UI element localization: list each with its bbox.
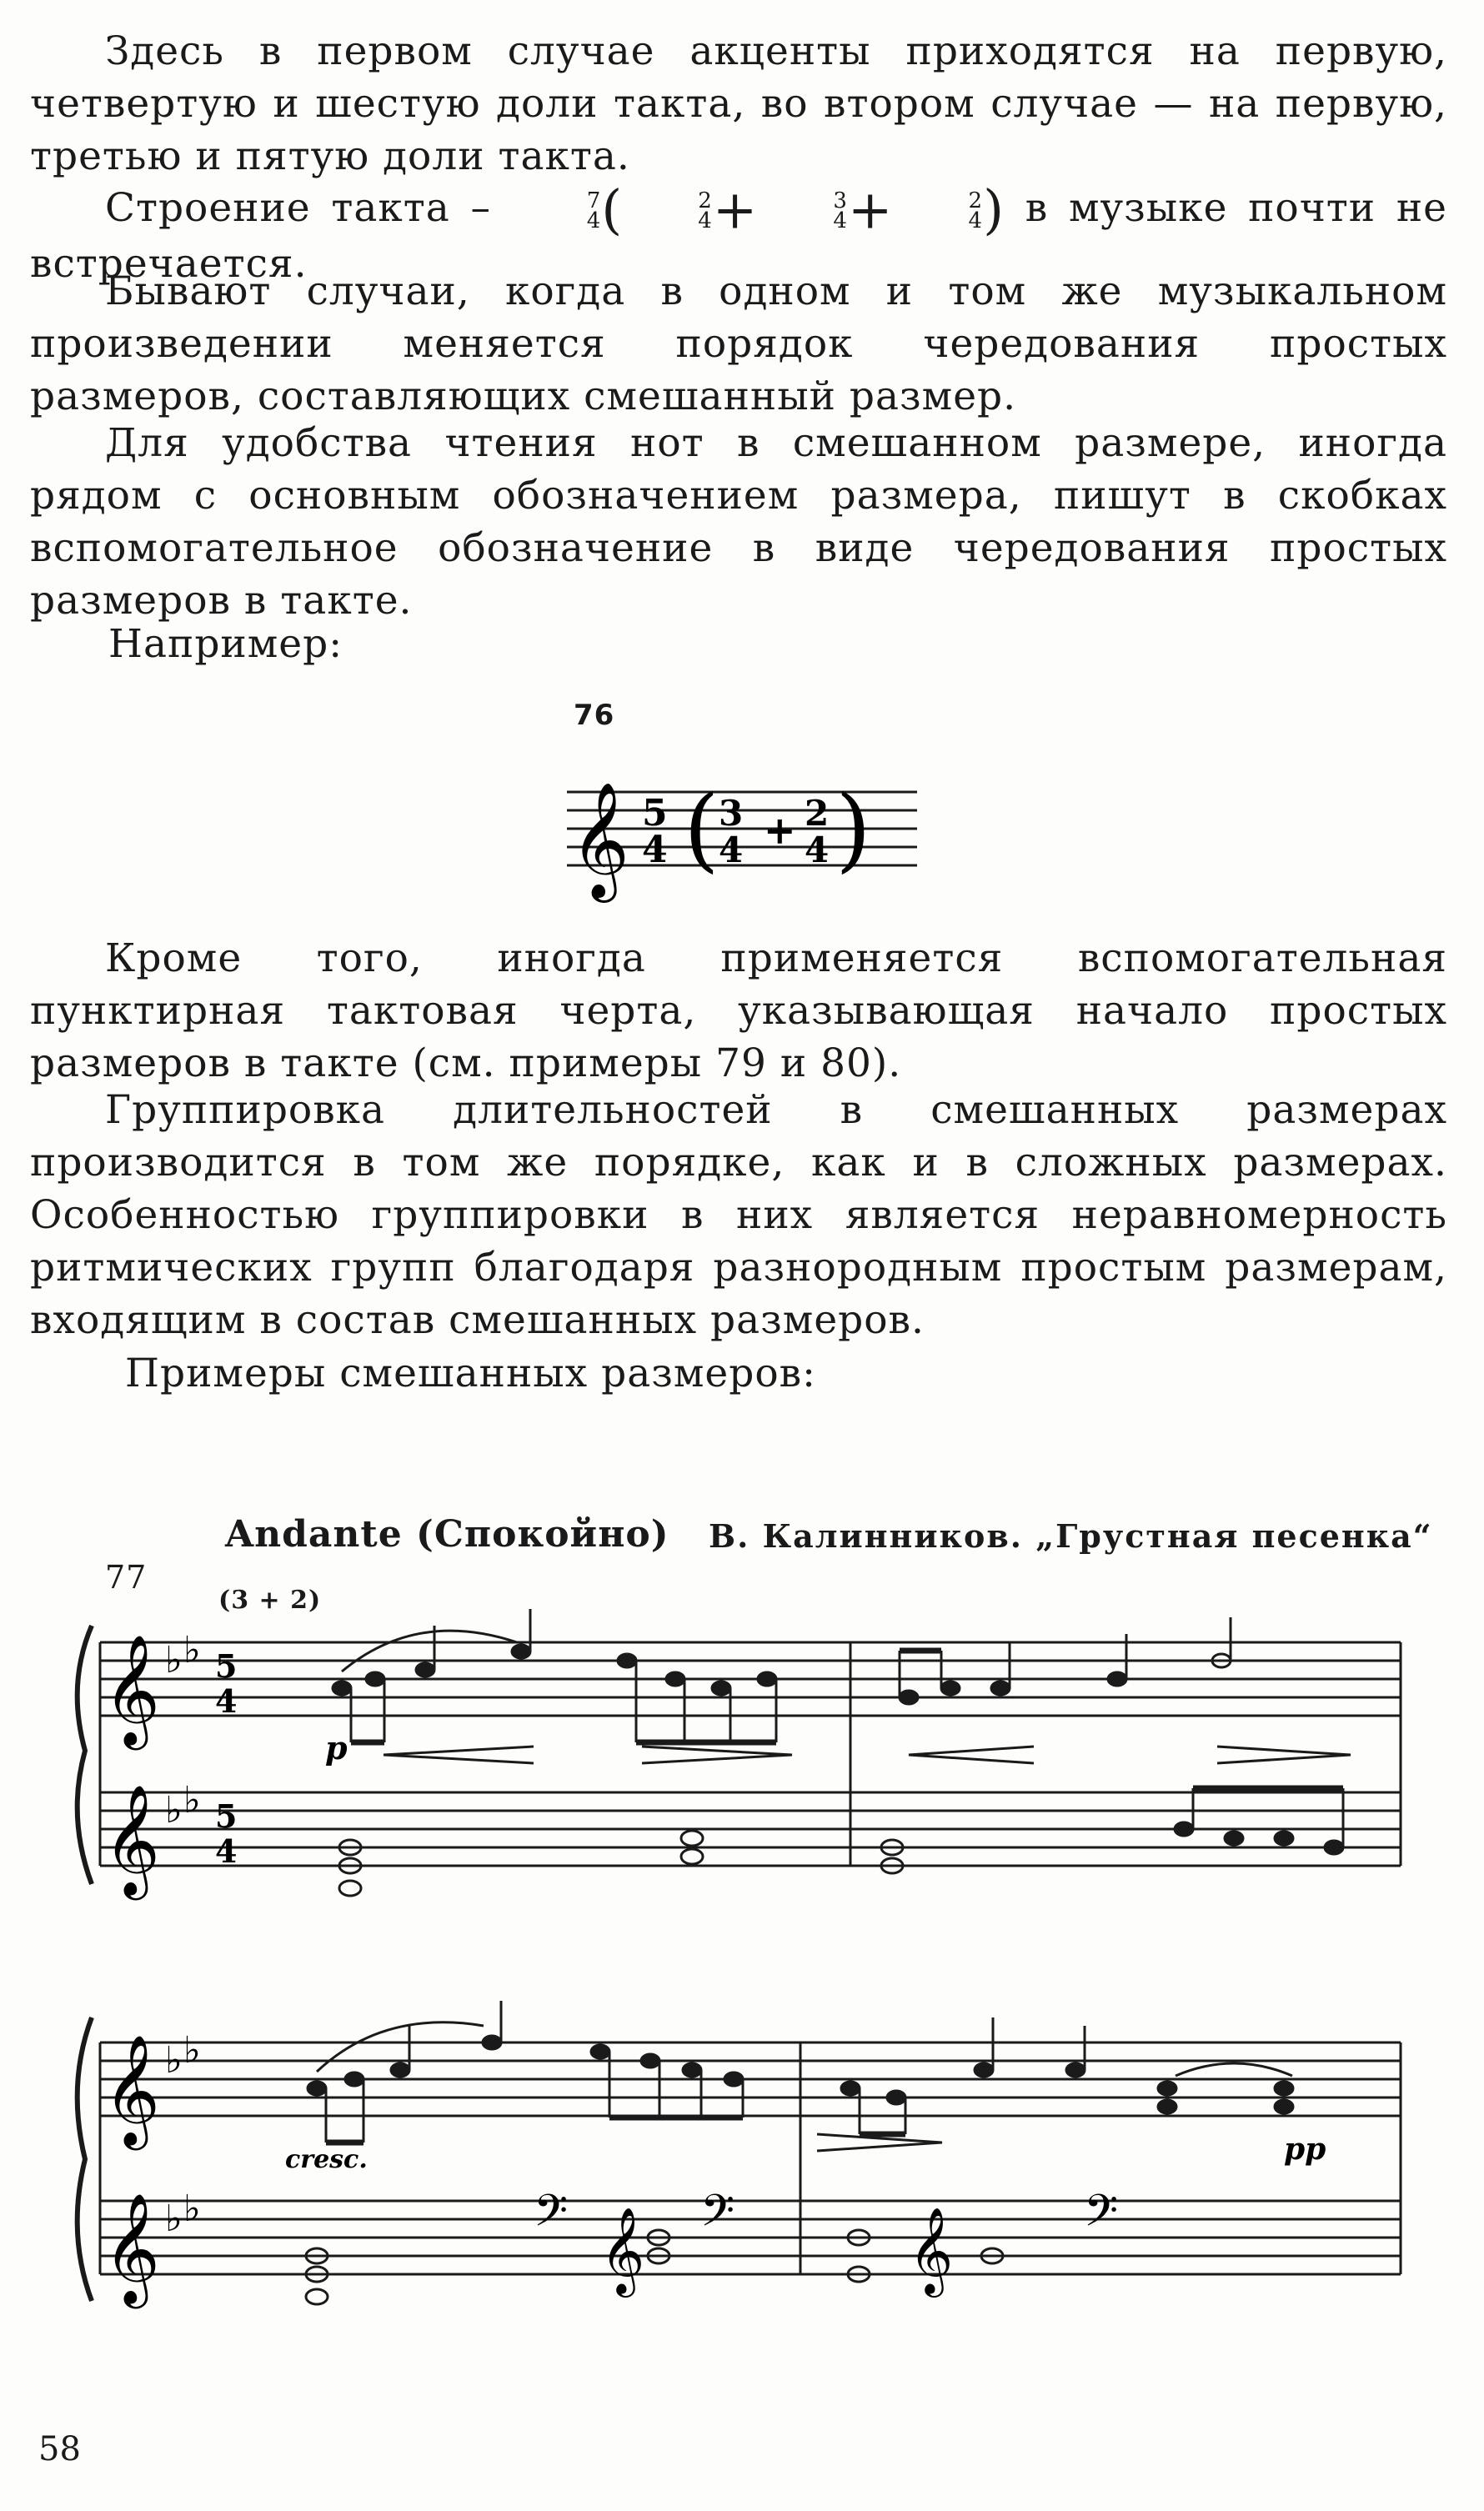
for-example-label: Например: bbox=[108, 621, 343, 667]
time-signature-numerator: 5 bbox=[215, 1647, 238, 1685]
paragraph-measure-structure: Строение такта – 7 4 ( 2 4 + 3 4 + 2 4 ) в музыке почти не встречается. bbox=[30, 179, 1447, 287]
treble-clef-icon: 𝄞 bbox=[570, 782, 629, 898]
measure-structure-prefix: Строение такта – bbox=[105, 185, 491, 231]
time-signature-denominator: 4 bbox=[642, 829, 668, 871]
measure-structure-suffix: в музыке почти не встречается. bbox=[30, 185, 1447, 287]
score-system-2 bbox=[67, 1992, 1417, 2343]
dynamic-piano: p bbox=[325, 1729, 348, 1767]
example-76-staff bbox=[567, 767, 917, 900]
treble-clef-icon: 𝄞 bbox=[909, 2207, 954, 2294]
flat-icon: ♭ bbox=[183, 1779, 201, 1822]
example-77-number: 77 bbox=[105, 1559, 148, 1596]
paragraph-auxiliary-notation: Для удобства чтения нот в смешанном размере, иногда рядом с основным обозначением размера, пишут в скобках вспомогательное обозначение в виде чередования простых размеров в такте. bbox=[30, 420, 1447, 624]
flat-icon: ♭ bbox=[165, 2039, 183, 2082]
flat-icon: ♭ bbox=[183, 2188, 201, 2230]
score-system-1 bbox=[67, 1609, 1417, 1909]
example-76-number: 76 bbox=[574, 699, 615, 732]
flat-icon: ♭ bbox=[165, 2198, 183, 2240]
treble-clef-icon: 𝄞 bbox=[103, 2193, 160, 2304]
treble-clef-icon: 𝄞 bbox=[103, 1634, 160, 1746]
melody-notes bbox=[333, 1609, 1231, 1742]
treble-clef-icon: 𝄞 bbox=[103, 2034, 160, 2146]
aux-fraction-1-num: 3 bbox=[719, 793, 744, 834]
whole-fraction: 7 4 bbox=[586, 188, 602, 233]
time-signature-denominator: 4 bbox=[215, 1682, 238, 1720]
bass-clef-icon: 𝄢 bbox=[534, 2186, 569, 2248]
bass-clef-icon: 𝄢 bbox=[700, 2186, 735, 2248]
flat-icon: ♭ bbox=[183, 2029, 201, 2072]
treble-clef-icon: 𝄞 bbox=[103, 1784, 160, 1896]
close-paren: ) bbox=[835, 775, 871, 882]
open-paren: ( bbox=[684, 775, 719, 882]
paragraph-accents: Здесь в первом случае акценты приходятся на первую, четвертую и шестую доли такта, во втором случае — на первую, третью и пятую доли такта. bbox=[30, 28, 1447, 179]
accompaniment-chords bbox=[339, 1831, 903, 1896]
part-fraction-1: 2 4 bbox=[698, 188, 713, 233]
dynamic-pianissimo: pp bbox=[1284, 2132, 1326, 2167]
composer-attribution: В. Калинников. „Грустная песенка“ bbox=[709, 1517, 1433, 1555]
treble-clef-icon: 𝄞 bbox=[600, 2207, 645, 2294]
meter-grouping: (3 + 2) bbox=[218, 1586, 322, 1615]
aux-plus: + bbox=[764, 808, 796, 853]
brace-icon bbox=[78, 1626, 92, 1884]
time-signature-numerator: 5 bbox=[642, 792, 668, 834]
time-signature-denominator: 4 bbox=[215, 1832, 238, 1870]
bass-line-notes bbox=[1175, 1788, 1343, 1854]
aux-fraction-1-den: 4 bbox=[719, 829, 744, 870]
flat-icon: ♭ bbox=[165, 1639, 183, 1682]
part-fraction-3: 2 4 bbox=[968, 188, 984, 233]
paragraph-grouping: Группировка длительностей в смешанных размерах производится в том же порядке, как и в сложных размерах. Особенностью группировки в них является неравномерность ритмических групп благодаря разнородным простым размерам, входящим в состав смешанных размеров. bbox=[30, 1087, 1447, 1343]
hairpins bbox=[384, 1747, 1351, 1763]
paragraph-dotted-barline: Кроме того, иногда применяется вспомогательная пунктирная тактовая черта, указывающая начало простых размеров в такте (см. примеры 79 и 80). bbox=[30, 935, 1447, 1086]
accompaniment-chords bbox=[306, 2230, 1003, 2304]
page-number: 58 bbox=[38, 2430, 81, 2468]
part-fraction-2: 3 4 bbox=[833, 188, 848, 233]
bass-clef-icon: 𝄢 bbox=[1084, 2186, 1119, 2248]
time-signature-numerator: 5 bbox=[215, 1797, 238, 1835]
flat-icon: ♭ bbox=[165, 1789, 183, 1832]
aux-fraction-2-num: 2 bbox=[805, 793, 830, 834]
flat-icon: ♭ bbox=[183, 1629, 201, 1671]
crescendo-marking: cresc. bbox=[285, 2145, 368, 2174]
mixed-meter-examples-label: Примеры смешанных размеров: bbox=[125, 1351, 816, 1396]
aux-fraction-2-den: 4 bbox=[805, 829, 830, 870]
tempo-marking: Andante (Спокойно) bbox=[225, 1513, 669, 1556]
slur bbox=[1176, 2063, 1292, 2076]
paragraph-order-change: Бывают случаи, когда в одном и том же музыкальном произведении меняется порядок чередования простых размеров, составляющих смешанный размер. bbox=[30, 268, 1447, 419]
brace-icon bbox=[78, 2017, 92, 2301]
